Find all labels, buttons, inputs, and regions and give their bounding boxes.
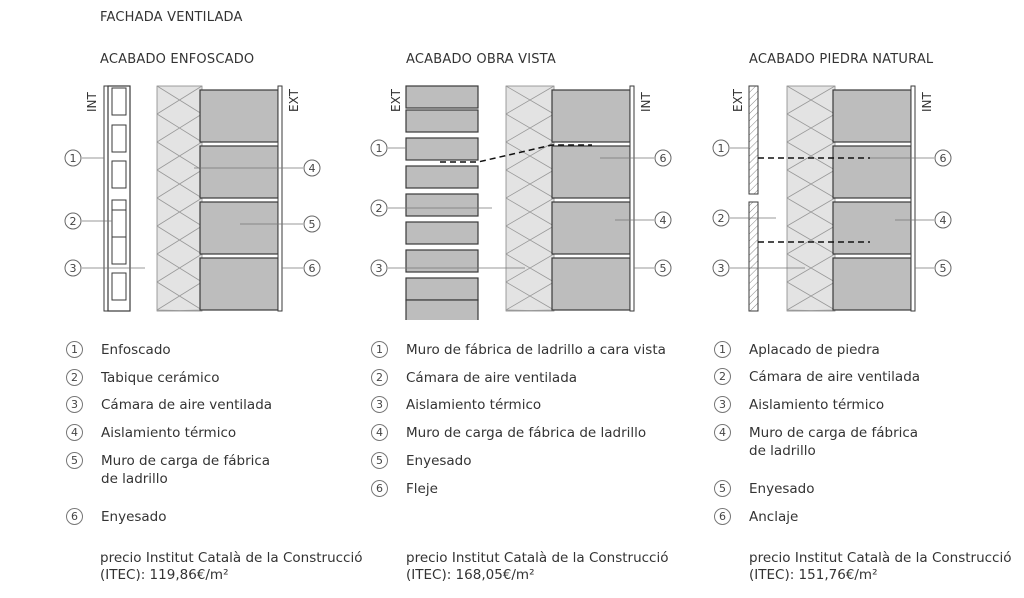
callout-6 [935, 150, 951, 166]
svg-text:6: 6 [659, 152, 667, 165]
legend-enfoscado [66, 341, 356, 531]
legend-obra-vista [371, 341, 681, 501]
brick [833, 202, 911, 254]
side-label-ext: EXT [731, 89, 745, 112]
partition-cell [112, 161, 126, 188]
brick [200, 202, 278, 254]
price-enfoscado [100, 550, 363, 584]
insulation-layer [157, 86, 202, 311]
brick [552, 90, 630, 142]
price-value: (ITEC): 151,76€/m² [749, 567, 878, 583]
partition-cell [112, 88, 126, 115]
brick [406, 278, 478, 300]
brick [200, 258, 278, 310]
legend-text: Cámara de aire ventilada [749, 369, 921, 385]
legend-text: Enyesado [406, 453, 472, 469]
brick [833, 146, 911, 198]
legend-number: 2 [371, 369, 388, 386]
legend-text: Tabique cerámico [101, 370, 220, 386]
brick [406, 300, 478, 320]
svg-text:4: 4 [939, 214, 947, 227]
legend-text: Enyesado [749, 481, 815, 497]
callout-1 [713, 140, 729, 156]
callout-3 [713, 260, 729, 276]
legend-number: 3 [371, 396, 388, 413]
brick [833, 258, 911, 310]
legend-text: Anclaje [749, 509, 799, 525]
brick [406, 138, 478, 160]
brick [406, 86, 478, 108]
legend-number: 2 [714, 368, 731, 385]
svg-text:3: 3 [717, 262, 725, 275]
callout-6 [655, 150, 671, 166]
price-obra-vista [406, 550, 669, 584]
svg-text:5: 5 [939, 262, 947, 275]
price-source: precio Institut Català de la Construcció [406, 550, 669, 566]
svg-text:5: 5 [659, 262, 667, 275]
legend-number: 5 [371, 452, 388, 469]
svg-text:3: 3 [69, 262, 77, 275]
price-piedra-natural [749, 550, 1012, 584]
callout-4 [935, 212, 951, 228]
legend-number: 5 [66, 452, 83, 469]
callout-5 [304, 216, 320, 232]
legend-text: Muro de carga de fábrica [101, 453, 271, 469]
brick [200, 90, 278, 142]
partition-cell [112, 210, 126, 237]
callout-2 [65, 213, 81, 229]
legend-text: Enyesado [101, 509, 167, 525]
svg-text:3: 3 [375, 262, 383, 275]
callout-4 [655, 212, 671, 228]
brick [552, 146, 630, 198]
legend-number: 4 [66, 424, 83, 441]
legend-number: 3 [714, 396, 731, 413]
callout-1 [65, 150, 81, 166]
svg-text:2: 2 [375, 202, 383, 215]
legend-number: 1 [714, 341, 731, 358]
brick [833, 90, 911, 142]
legend-text: Aplacado de piedra [749, 342, 880, 358]
legend-text: Fleje [406, 481, 438, 497]
legend-text: Aislamiento térmico [749, 397, 885, 413]
svg-text:2: 2 [717, 212, 725, 225]
legend-number: 6 [714, 508, 731, 525]
callout-2 [371, 200, 387, 216]
partition-cell [112, 125, 126, 152]
brick [200, 146, 278, 198]
insulation-layer [506, 86, 554, 311]
partition-cell [112, 237, 126, 264]
page-title: FACHADA VENTILADA [100, 10, 243, 25]
callout-5 [655, 260, 671, 276]
legend-number: 4 [371, 424, 388, 441]
legend-number: 1 [371, 341, 388, 358]
legend-text: Muro de fábrica de ladrillo a cara vista [406, 342, 666, 358]
price-source: precio Institut Català de la Construcció [100, 550, 363, 566]
callout-5 [935, 260, 951, 276]
plaster-layer [630, 86, 634, 311]
legend-text: Muro de carga de fábrica de ladrillo [406, 425, 647, 441]
plaster-layer [278, 86, 282, 311]
legend-number: 4 [714, 424, 731, 441]
callout-6 [304, 260, 320, 276]
svg-text:5: 5 [308, 218, 316, 231]
legend-number: 2 [66, 369, 83, 386]
brick [552, 202, 630, 254]
stone-cladding [749, 86, 758, 194]
svg-text:6: 6 [308, 262, 316, 275]
price-source: precio Institut Català de la Construcció [749, 550, 1012, 566]
svg-text:4: 4 [659, 214, 667, 227]
svg-text:1: 1 [375, 142, 383, 155]
svg-text:2: 2 [69, 215, 77, 228]
column-heading-piedra-natural: ACABADO PIEDRA NATURAL [749, 52, 934, 67]
price-value: (ITEC): 119,86€/m² [100, 567, 229, 583]
legend-text: Cámara de aire ventilada [406, 370, 578, 386]
side-label-int: INT [85, 92, 99, 112]
side-label-int: INT [920, 92, 934, 112]
callout-4 [304, 160, 320, 176]
side-label-int: INT [639, 92, 653, 112]
legend-text: Aislamiento térmico [406, 397, 542, 413]
legend-number: 3 [66, 396, 83, 413]
brick [406, 250, 478, 272]
callout-3 [65, 260, 81, 276]
legend-text: Muro de carga de fábrica [749, 425, 919, 441]
callout-2 [713, 210, 729, 226]
legend-number: 1 [66, 341, 83, 358]
brick [552, 258, 630, 310]
legend-number: 6 [66, 508, 83, 525]
svg-text:1: 1 [69, 152, 77, 165]
legend-number: 6 [371, 480, 388, 497]
legend-text: de ladrillo [101, 471, 168, 487]
partition-cell [112, 273, 126, 300]
insulation-layer [787, 86, 835, 311]
price-value: (ITEC): 168,05€/m² [406, 567, 535, 583]
svg-text:6: 6 [939, 152, 947, 165]
side-label-ext: EXT [389, 89, 403, 112]
legend-piedra-natural [714, 341, 1004, 531]
callout-3 [371, 260, 387, 276]
svg-text:4: 4 [308, 162, 316, 175]
brick [406, 166, 478, 188]
legend-text: de ladrillo [749, 443, 816, 459]
brick [406, 194, 478, 216]
plaster-layer [911, 86, 915, 311]
brick [406, 222, 478, 244]
legend-text: Cámara de aire ventilada [101, 397, 273, 413]
side-label-ext: EXT [287, 89, 301, 112]
callout-1 [371, 140, 387, 156]
column-heading-enfoscado: ACABADO ENFOSCADO [100, 52, 255, 67]
brick [406, 110, 478, 132]
column-heading-obra-vista: ACABADO OBRA VISTA [406, 52, 556, 67]
legend-text: Enfoscado [101, 342, 171, 358]
legend-number: 5 [714, 480, 731, 497]
svg-text:1: 1 [717, 142, 725, 155]
legend-text: Aislamiento térmico [101, 425, 237, 441]
